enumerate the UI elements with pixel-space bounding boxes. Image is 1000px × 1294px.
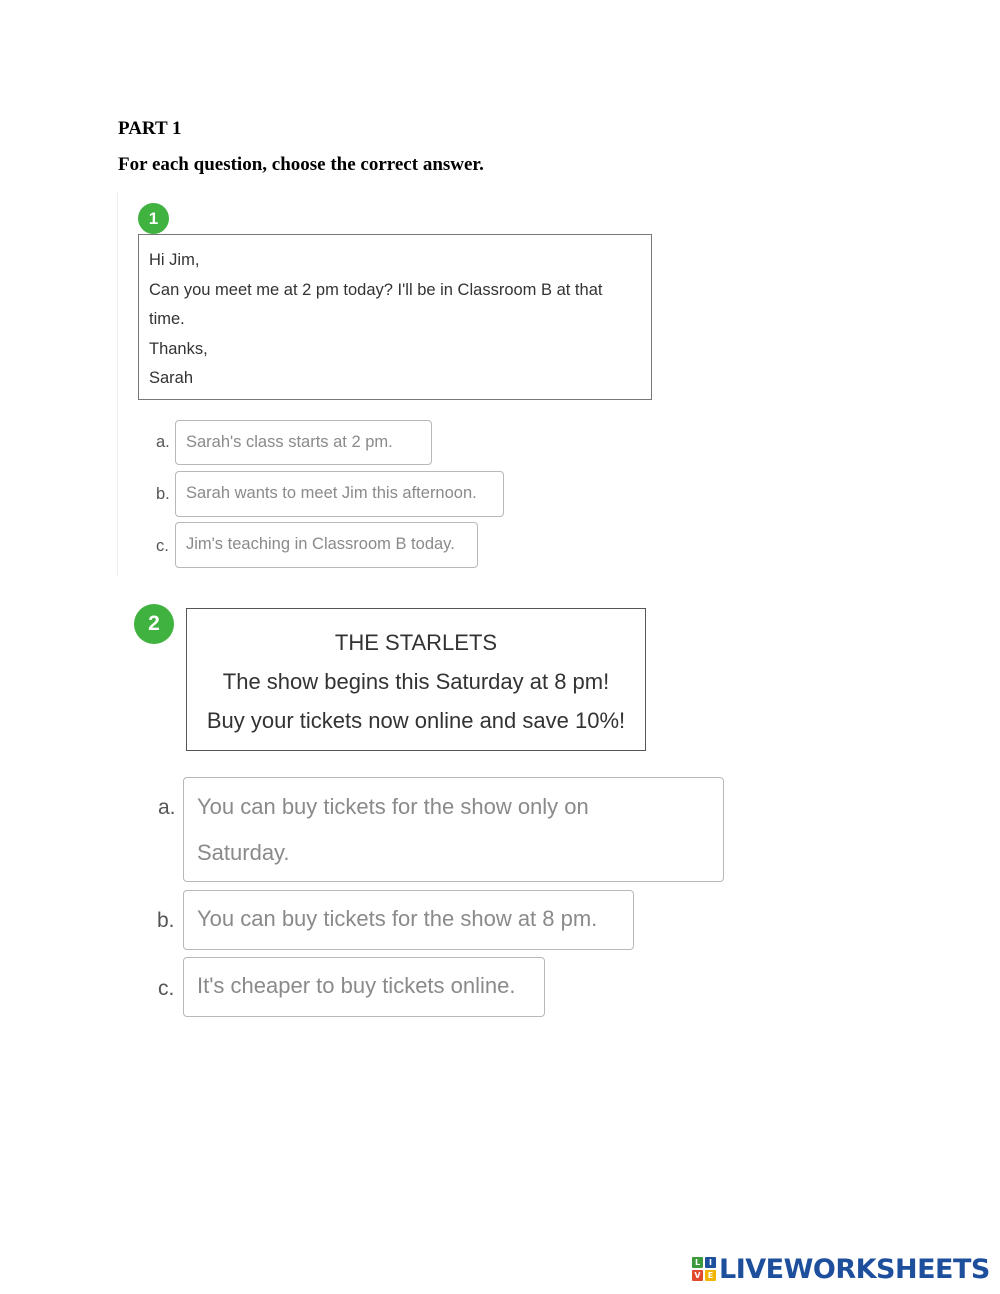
option-b-letter: b.	[157, 909, 175, 932]
question-1-option-a[interactable]: Sarah's class starts at 2 pm.	[175, 420, 432, 465]
message-line: Can you meet me at 2 pm today? I'll be in Classroom B at that	[149, 280, 603, 299]
notice-line-1: The show begins this Saturday at 8 pm!	[222, 669, 610, 694]
option-a-letter: a.	[158, 796, 176, 819]
message-line: Hi Jim,	[149, 251, 200, 269]
part-title: PART 1	[118, 118, 182, 139]
notice-title: THE STARLETS	[334, 630, 498, 655]
message-line: Thanks,	[149, 339, 208, 358]
liveworksheets-logo-mark	[692, 1257, 716, 1281]
question-2-option-a[interactable]: You can buy tickets for the show only on Saturday.	[183, 777, 724, 882]
logo-mark-letter: I	[705, 1257, 716, 1268]
message-line: Sarah	[149, 369, 194, 387]
logo-mark-letter: E	[705, 1270, 716, 1281]
option-a-letter: a.	[156, 433, 170, 451]
notice-line-2: Buy your tickets now online and save 10%!	[206, 708, 626, 733]
instruction-text: For each question, choose the correct answer.	[118, 154, 484, 175]
message-line: time.	[149, 310, 185, 328]
question-1-number-badge: 1	[138, 203, 169, 234]
option-c-letter: c.	[158, 977, 175, 1000]
question-1-option-c[interactable]: Jim's teaching in Classroom B today.	[175, 522, 478, 568]
question-2-notice	[186, 608, 646, 751]
option-b-letter: b.	[156, 485, 170, 503]
option-c-letter: c.	[156, 537, 169, 555]
question-2-option-b[interactable]: You can buy tickets for the show at 8 pm.	[183, 890, 634, 950]
question-1-area	[117, 192, 124, 576]
question-1-message	[138, 234, 652, 400]
logo-mark-letter: V	[692, 1270, 703, 1281]
logo-text: LIVEWORKSHEETS	[719, 1253, 990, 1285]
liveworksheets-logo	[692, 1254, 990, 1284]
question-2-number-badge: 2	[134, 604, 174, 644]
question-1-option-b[interactable]: Sarah wants to meet Jim this afternoon.	[175, 471, 504, 517]
logo-mark-letter: L	[692, 1257, 703, 1268]
question-2-option-c[interactable]: It's cheaper to buy tickets online.	[183, 957, 545, 1017]
